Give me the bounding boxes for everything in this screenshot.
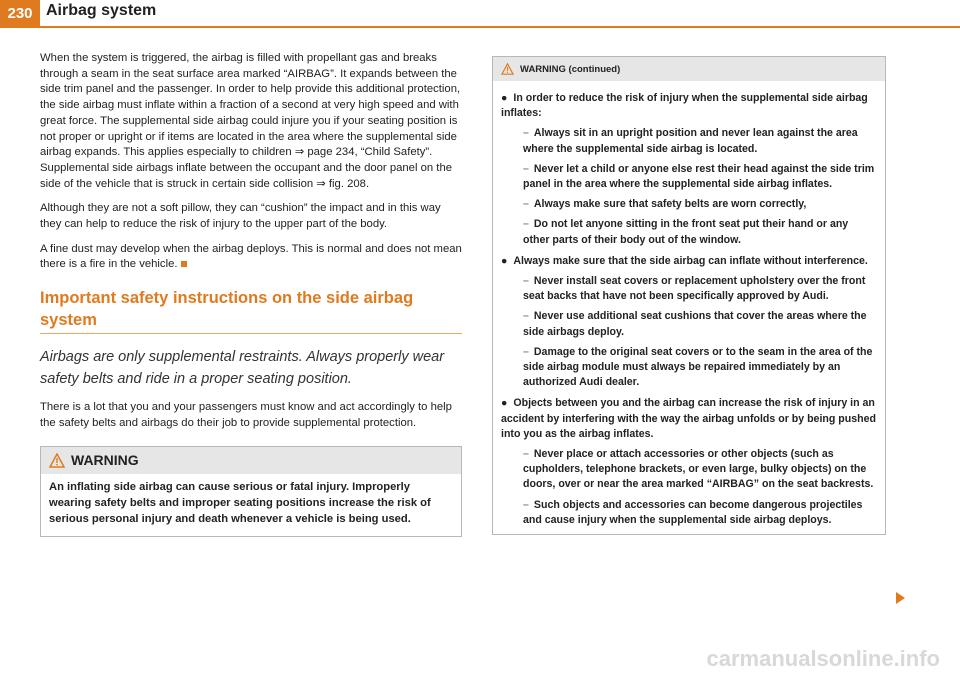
section-heading: Important safety instructions on the side airbag system xyxy=(40,287,462,334)
warning-label: WARNING xyxy=(71,451,139,468)
bullet-item: ● Always make sure that the side airbag can inflate without interference. xyxy=(501,254,868,267)
bullet-item: ● In order to reduce the risk of injury when the supplemental side airbag inflates: xyxy=(501,92,868,120)
sub-item: – Such objects and accessories can become dangerous projectiles and cause injury when the supplemental side airbag deploys. xyxy=(523,498,863,526)
sub-item: – Do not let anyone sitting in the front seat put their hand or any other parts of their body out of the window. xyxy=(523,218,849,246)
continue-arrow-icon xyxy=(896,592,905,604)
warning-continued-header xyxy=(493,57,885,81)
paragraph-deployment: When the system is triggered, the airbag is filled with propellant gas and breaks through a seam in the seat surface area marked “AIRBAG”. It expands between the side trim panel and the passenger. In order to help provide this additional protection, the side airbag must inflate within a fraction of a second at very high speed and with great force. The supplemental side airbag could injure you if your seating position is not proper or upright or if items are located in the area where the supplemental side airbag expands. This applies especially to children ⇒ page 234, “Child Safety”. Supplemental side airbags inflate between the occupant and the door panel on the side of the vehicle that is struck in certain side collision ⇒ fig. 208. xyxy=(40,52,461,190)
section-intro: Airbags are only supplemental restraints. Always properly wear safety belts and ride in a proper seating position. xyxy=(40,349,445,388)
warning-header xyxy=(41,447,461,475)
warning-continued-box xyxy=(492,56,886,535)
end-of-section-icon xyxy=(181,261,187,267)
bullet-item: ● Objects between you and the airbag can increase the risk of injury in an accident by interfering with the way the airbag unfolds or by being pushed into you as the airbag inflates. xyxy=(501,397,876,440)
sub-item: – Always make sure that safety belts are worn correctly, xyxy=(523,198,807,211)
warning-continued-label: WARNING (continued) xyxy=(520,63,621,75)
page-number: 230 xyxy=(0,0,40,26)
header-rule xyxy=(0,26,960,28)
paragraph-know: There is a lot that you and your passengers must know and act accordingly to help the safety belts and airbags do their job to provide supplemental protection. xyxy=(40,401,452,429)
paragraph-cushion: Although they are not a soft pillow, they can “cushion” the impact and in this way they can help to reduce the risk of injury to the upper part of the body. xyxy=(40,202,441,231)
sub-item: – Never let a child or anyone else rest their head against the side trim panel in the area where the supplemental side airbag inflates. xyxy=(523,162,875,191)
watermark: carmanualsonline.info xyxy=(706,646,940,671)
warning-box xyxy=(40,446,462,537)
left-column xyxy=(40,51,462,537)
page-title: Airbag system xyxy=(46,2,157,19)
warning-continued-body xyxy=(493,81,885,534)
sub-item: – Never use additional seat cushions that cover the areas where the side airbags deploy. xyxy=(523,310,867,338)
warning-text: An inflating side airbag can cause serious or fatal injury. Improperly wearing safety belts and improper seating positions increase the risk of serious personal injury and death whenever a vehicle is being used. xyxy=(49,481,431,525)
sub-item: – Always sit in an upright position and never lean against the area where the supplemental side airbag is located. xyxy=(523,127,858,155)
sub-item: – Never install seat covers or replacement upholstery over the front seat backs that have not been specifically approved by Audi. xyxy=(523,275,866,303)
sub-item: – Never place or attach accessories or other objects (such as cupholders, telephone brackets, or even large, bulky objects) on the doors, over or near the area marked “AIRBAG” on the seat backrests. xyxy=(523,448,874,491)
right-column xyxy=(492,56,886,535)
sub-item: – Damage to the original seat covers or to the seam in the area of the side airbag module must always be repaired immediately by an authorized Audi dealer. xyxy=(523,345,873,389)
warning-triangle-icon xyxy=(501,63,514,75)
paragraph-dust: A fine dust may develop when the airbag deploys. This is normal and does not mean there is a fire in the vehicle. xyxy=(40,242,462,271)
warning-triangle-icon xyxy=(49,453,65,468)
